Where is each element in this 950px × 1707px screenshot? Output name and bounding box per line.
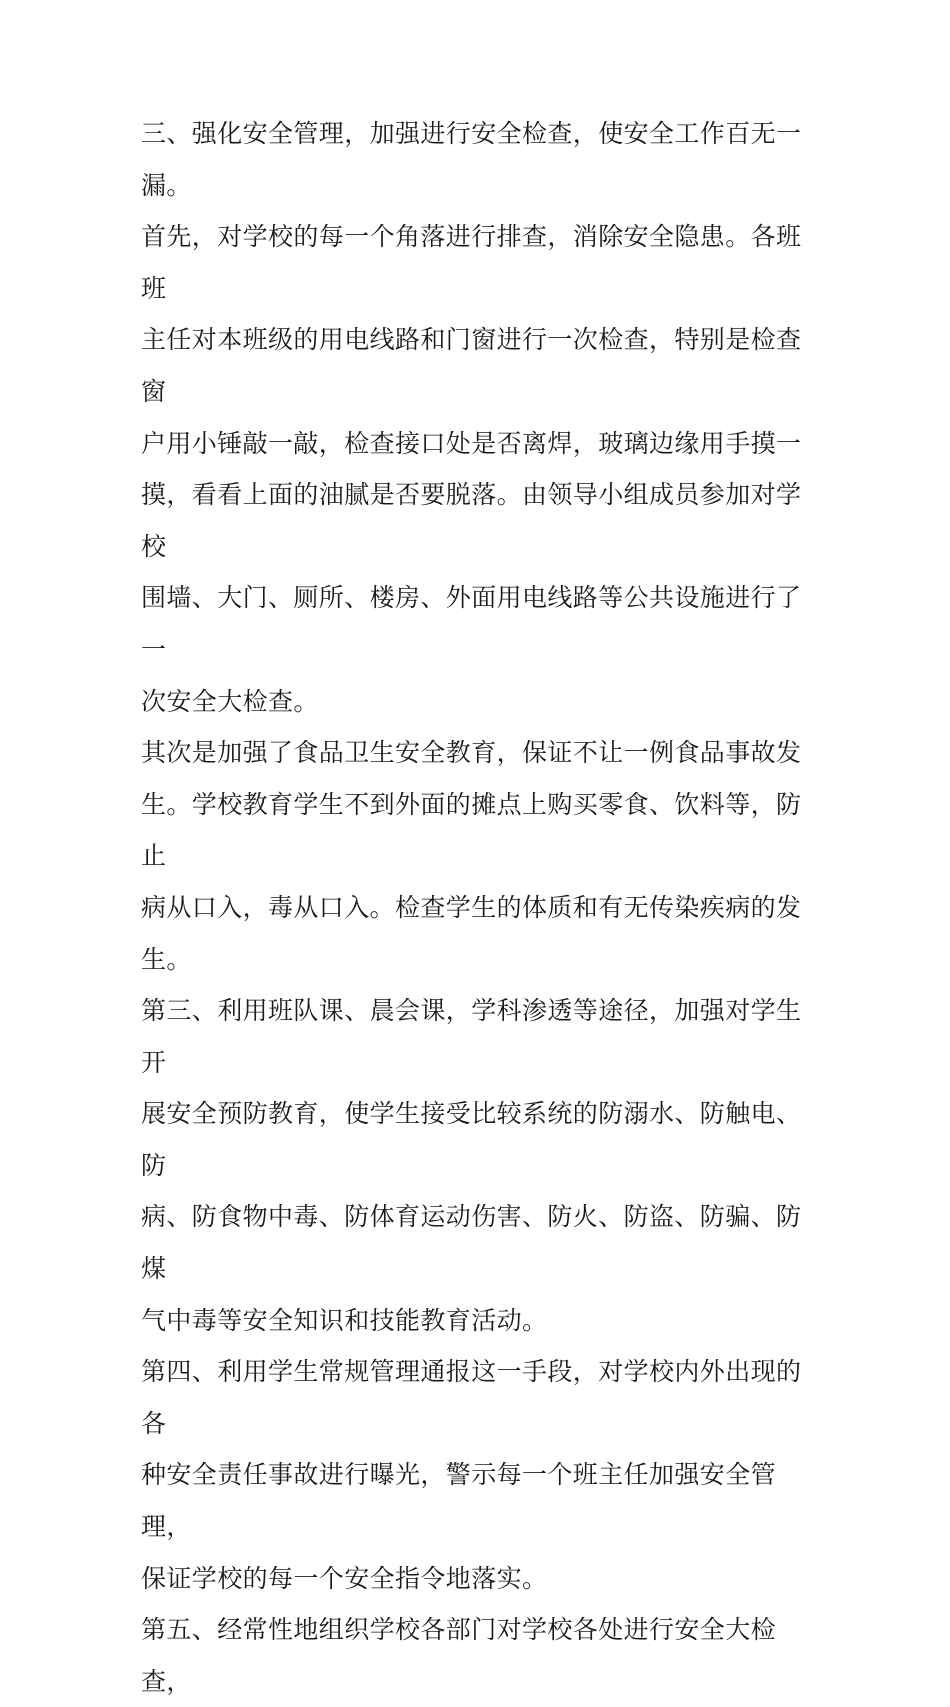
paragraph-third-measure: 第三、利用班队课、晨会课，学科渗透等途径，加强对学生开 展安全预防教育，使学生接受比较系统的防溺水、防触电、防 病、防食物中毒、防体育运动伤害、防火、防盗、防骗、防煤 气中毒等安全知识和技能教育活动。 <box>141 996 802 1335</box>
paragraph-second-measure: 其次是加强了食品卫生安全教育，保证不让一例食品事故发 生。学校教育学生不到外面的摊点上购买零食、饮料等，防止 病从口入，毒从口入。检查学生的体质和有无传染疾病的发 生。 <box>141 738 802 974</box>
paragraph-section-3-heading: 三、强化安全管理，加强进行安全检查，使安全工作百无一 漏。 <box>141 119 802 200</box>
document-body <box>141 108 813 1707</box>
paragraph-fourth-measure: 第四、利用学生常规管理通报这一手段，对学校内外出现的各 种安全责任事故进行曝光，警示每一个班主任加强安全管理， 保证学校的每一个安全指令地落实。 <box>141 1357 802 1593</box>
paragraph-fifth-measure: 第五、经常性地组织学校各部门对学校各处进行安全大检查， <box>141 1615 777 1696</box>
paragraph-first-measure: 首先，对学校的每一个角落进行排查，消除安全隐患。各班班 主任对本班级的用电线路和门窗进行一次检查，特别是检查窗 户用小锤敲一敲，检查接口处是否离焊，玻璃边缘用手摸一 摸，看看上面的油腻是否要脱落。由领导小组成员参加对学校 围墙、大门、厕所、楼房、外面用电线路等公共设施进行了一 次安全大检查。 <box>141 222 802 716</box>
